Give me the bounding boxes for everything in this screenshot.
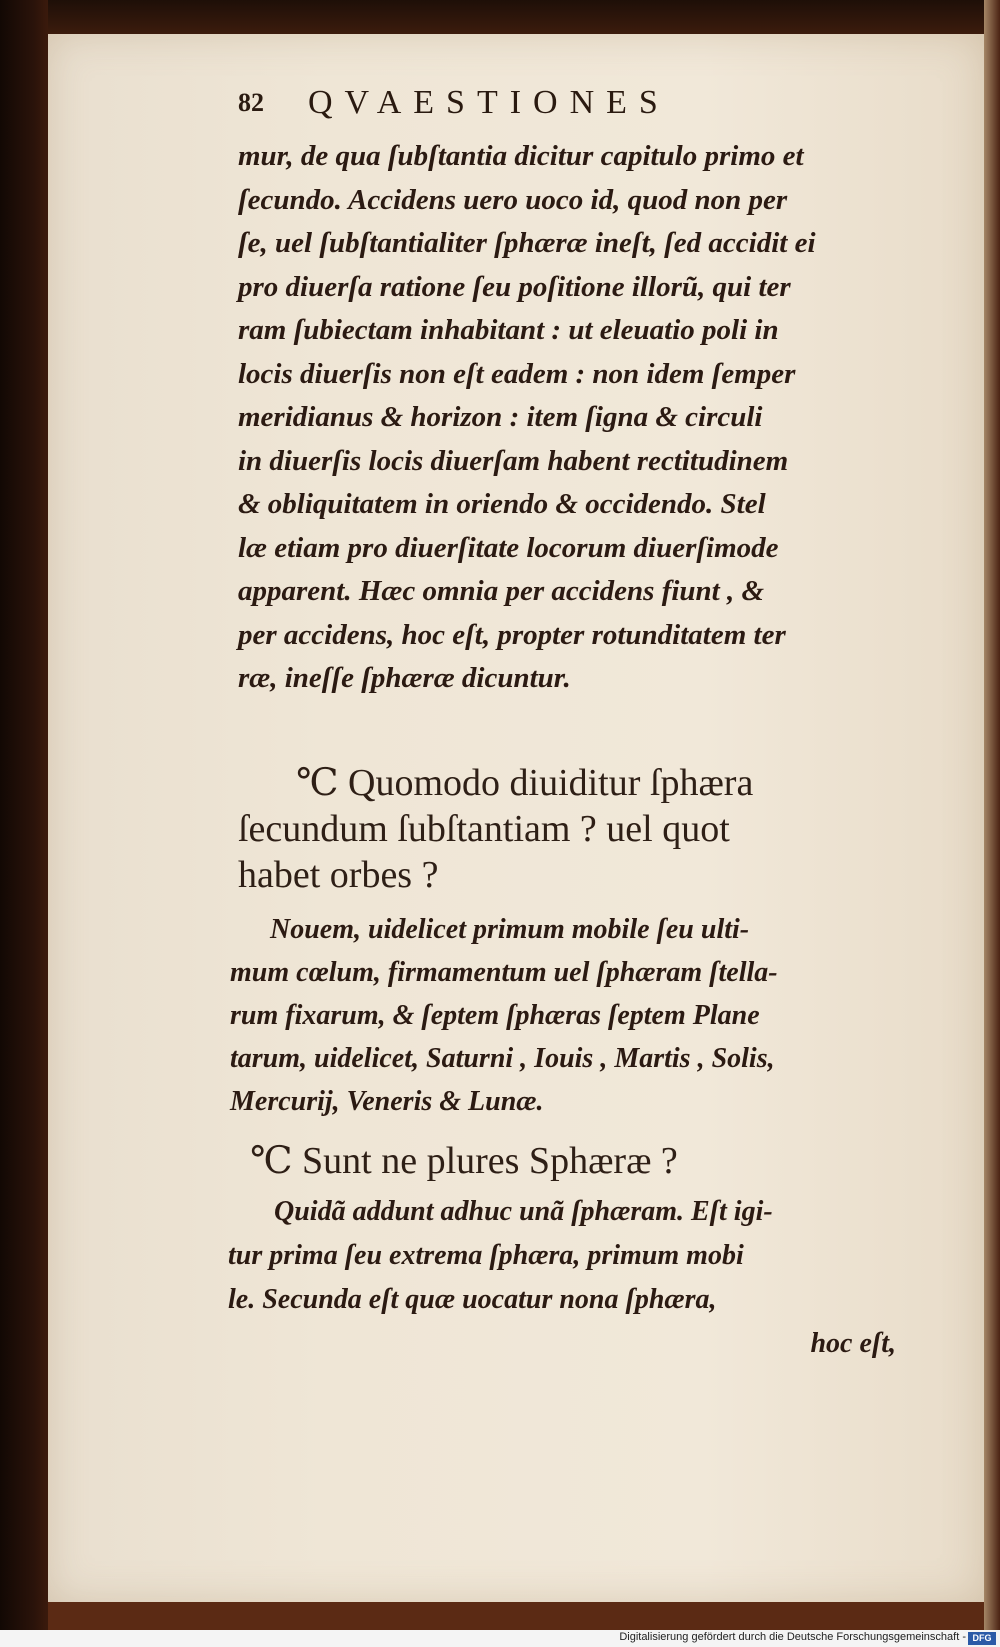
dfg-logo: DFG	[968, 1632, 996, 1645]
text-line: mum cœlum, firmamentum uel ſphæram ſtella-	[230, 957, 778, 988]
text-line: per accidens, hoc eſt, propter rotunditatem ter	[238, 618, 786, 651]
scan-border-left	[0, 0, 48, 1647]
digitization-footer	[0, 1630, 1000, 1647]
text-line: meridianus & horizon : item ſigna & circuli	[238, 401, 763, 433]
answer-paragraph-2	[228, 1190, 908, 1366]
text-line: locis diuerſis non eſt eadem : non idem ſemper	[238, 357, 796, 390]
text-line: Nouem, uidelicet primum mobile ſeu ulti-	[270, 914, 750, 945]
text-line: tur prima ſeu extrema ſphæra, primum mobi	[228, 1240, 744, 1271]
heading-line: ℃ Quomodo diuiditur ſphæra	[296, 762, 754, 804]
text-line: ſe, uel ſubſtantialiter ſphæræ ineſt, ſed accidit ei	[238, 227, 816, 259]
text-line: mur, de qua ſubſtantia dicitur capitulo primo et	[238, 140, 804, 172]
answer-paragraph-1	[230, 908, 910, 1123]
text-line: ram ſubiectam inhabitant : ut eleuatio poli in	[238, 314, 779, 346]
scan-border-top	[0, 0, 1000, 36]
text-line: Quidã addunt adhuc unã ſphæram. Eſt igi-	[274, 1196, 773, 1227]
text-line: ſecundo. Accidens uero uoco id, quod non per	[238, 183, 788, 216]
text-line: apparent. Hæc omnia per accidens fiunt , &	[238, 575, 765, 607]
text-line: in diuerſis locis diuerſam habent rectitudinem	[238, 444, 789, 477]
text-line: Mercurij, Veneris & Lunæ.	[230, 1086, 544, 1117]
question-heading-1	[238, 760, 908, 898]
heading-line: ſecundum ſubſtantiam ? uel quot	[238, 808, 730, 850]
text-line: & obliquitatem in oriendo & occidendo. Stel	[238, 488, 766, 520]
funding-credit: Digitalisierung gefördert durch die Deutsche Forschungsgemeinschaft -	[619, 1631, 966, 1643]
catchword: hoc eſt,	[810, 1328, 896, 1359]
question-heading-2	[250, 1138, 900, 1184]
page-number: 82	[238, 88, 264, 117]
text-line: pro diuerſa ratione ſeu poſitione illorũ, qui ter	[238, 270, 791, 303]
text-line: læ etiam pro diuerſitate locorum diuerſimode	[238, 531, 779, 564]
body-paragraph	[238, 135, 918, 701]
running-title: QVAESTIONES	[308, 84, 670, 121]
heading-line: ℃ Sunt ne plures Sphæræ ?	[250, 1140, 678, 1182]
scan-border-right	[984, 0, 1000, 1647]
heading-line: habet orbes ?	[238, 854, 439, 896]
text-line: ræ, ineſſe ſphæræ dicuntur.	[238, 662, 571, 694]
text-line: le. Secunda eſt quæ uocatur nona ſphæra,	[228, 1284, 717, 1315]
text-line: rum fixarum, & ſeptem ſphæras ſeptem Plane	[230, 1000, 760, 1031]
page-header	[238, 84, 818, 130]
text-line: tarum, uidelicet, Saturni , Iouis , Martis , Solis,	[230, 1043, 775, 1074]
